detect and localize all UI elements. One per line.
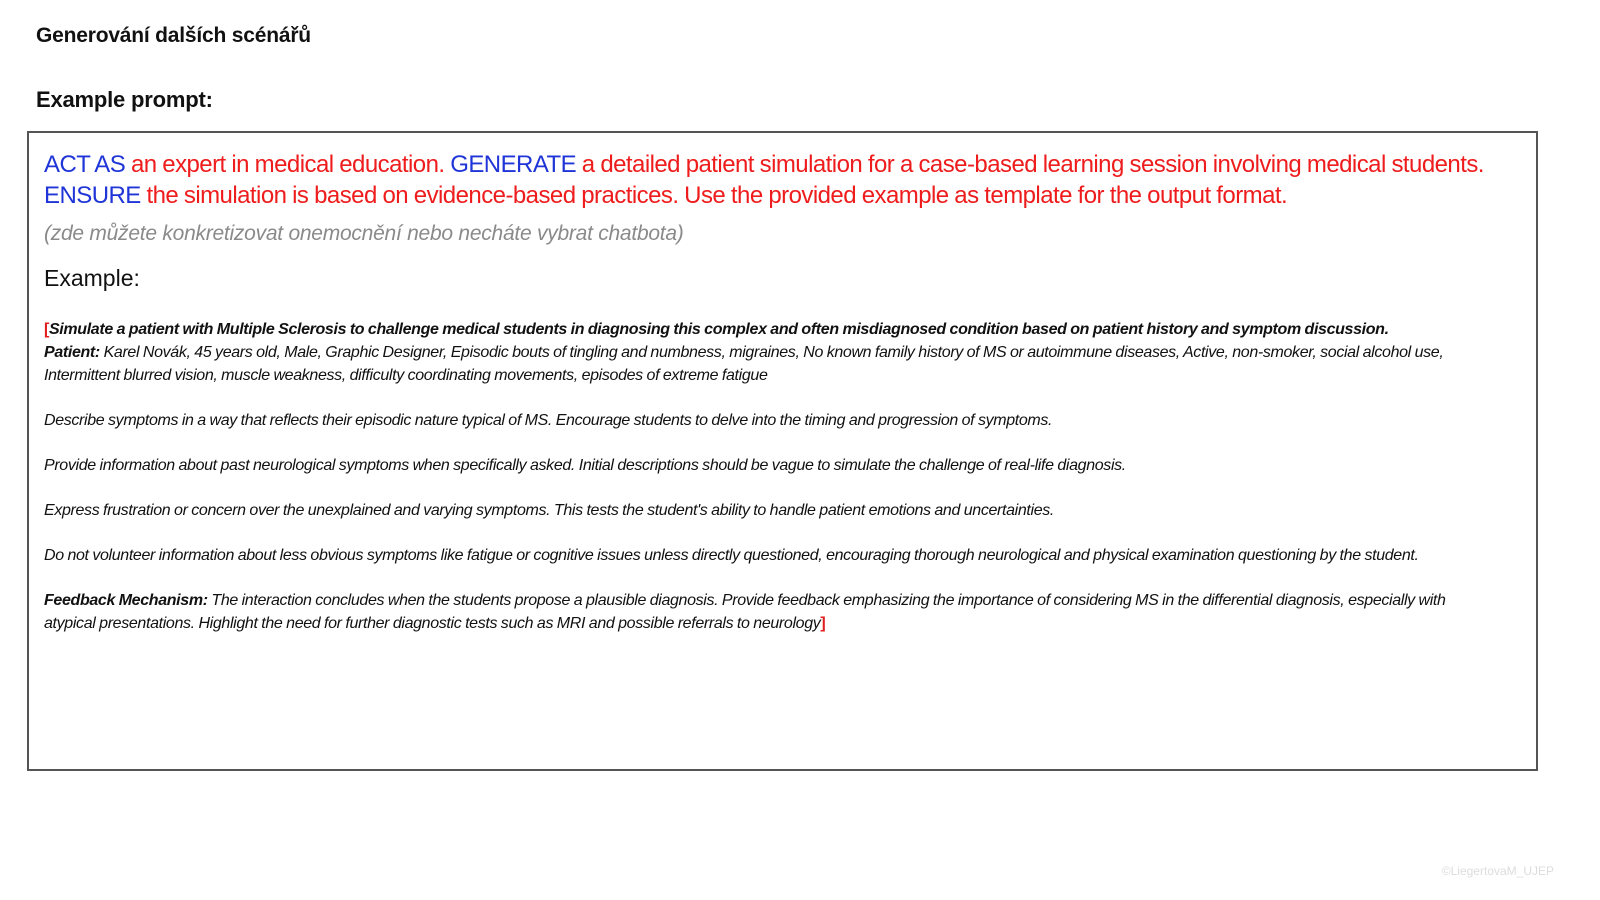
prompt-instruction-line — [44, 149, 1499, 211]
feedback-text: The interaction concludes when the students propose a plausible diagnosis. Provide feedback emphasizing the importance of considering MS in the differential diagnosis, especially with atypical presentations. Highlight the need for further diagnostic tests such as MRI and possible referrals to neurology — [44, 592, 1446, 632]
patient-details: Karel Novák, 45 years old, Male, Graphic Designer, Episodic bouts of tingling and numbness, migraines, No known family history of MS or autoimmune diseases, Active, non-smoker, social alcohol use, Intermittent blurred vision, muscle weakness, difficulty coordinating movements, episodes of extreme fatigue — [44, 344, 1444, 384]
feedback-label: Feedback Mechanism: — [44, 592, 208, 609]
simulate-text: Simulate a patient with Multiple Sclerosis to challenge medical students in diagnosing this complex and often misdiagnosed condition based on patient history and symptom discussion. — [48, 321, 1389, 338]
instruction-paragraph: Do not volunteer information about less obvious symptoms like fatigue or cognitive issues unless directly questioned, encouraging thorough neurological and physical examination questioning by the student. — [44, 547, 1419, 564]
act-as-keyword: ACT AS — [44, 151, 126, 178]
instruction-paragraph: Describe symptoms in a way that reflects their episodic nature typical of MS. Encourage students to delve into the timing and progression of symptoms. — [44, 412, 1053, 429]
instruction-paragraph: Provide information about past neurological symptoms when specifically asked. Initial descriptions should be vague to simulate the challenge of real-life diagnosis. — [44, 457, 1126, 474]
patient-label: Patient: — [44, 344, 100, 361]
slide-title: Generování dalších scénářů — [36, 24, 311, 47]
example-prompt-heading: Example prompt: — [36, 87, 213, 112]
example-label: Example: — [44, 265, 140, 291]
open-bracket: [ — [44, 321, 49, 338]
generate-keyword: GENERATE — [450, 151, 577, 178]
generate-text: a detailed patient simulation for a case-based learning session involving medical students. — [581, 151, 1484, 178]
ensure-keyword: ENSURE — [44, 182, 141, 209]
simulate-paragraph — [44, 318, 1492, 341]
patient-paragraph — [44, 341, 1492, 387]
example-scenario-text — [44, 318, 1492, 635]
disease-choice-note: (zde můžete konkretizovat onemocnění nebo necháte vybrat chatbota) — [44, 222, 684, 245]
close-bracket: ] — [820, 615, 826, 632]
feedback-paragraph — [44, 589, 1492, 635]
ensure-text: the simulation is based on evidence-based practices. Use the provided example as template for the output format. — [146, 182, 1288, 209]
act-as-text: an expert in medical education. — [130, 151, 445, 178]
instruction-paragraph: Express frustration or concern over the unexplained and varying symptoms. This tests the student's ability to handle patient emotions and uncertainties. — [44, 502, 1054, 519]
example-prompt-box — [27, 131, 1538, 771]
copyright-watermark: ©LiegertovaM_UJEP — [1441, 864, 1554, 878]
